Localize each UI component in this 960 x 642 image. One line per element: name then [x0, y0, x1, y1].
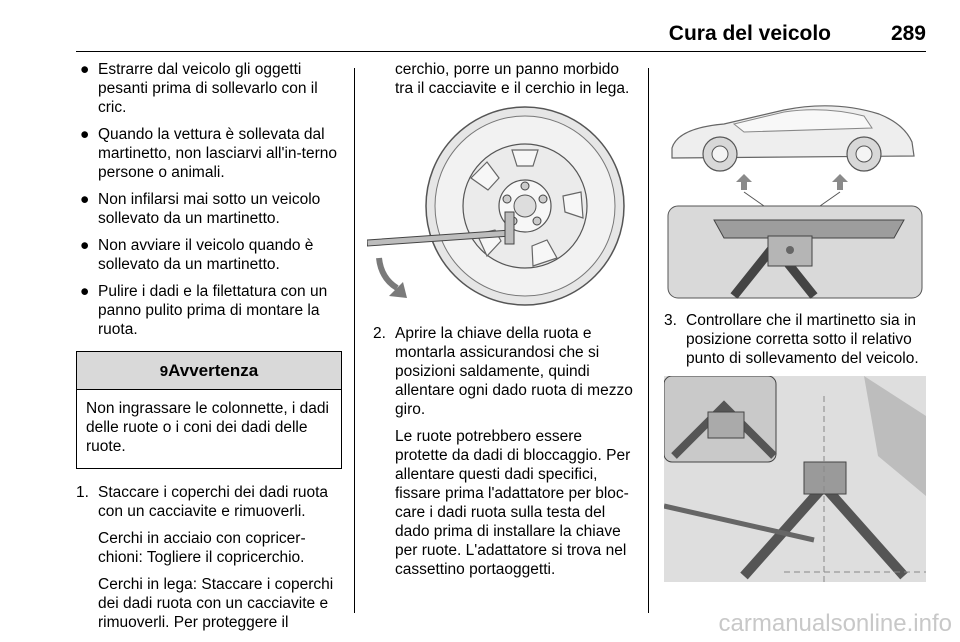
- step-2: 2. Aprire la chiave della ruota e montarla assicurandosi che si posizioni saldamente, quindi allentare ogni dado ruota di mezzo giro.: [373, 325, 633, 418]
- warning-text: Non ingrassare le colonnette, i dadi delle ruote o i coni dei dadi delle ruote.: [86, 400, 329, 455]
- step-2-paragraph: Le ruote potrebbero essere protette da dadi di bloccaggio. Per allentare questi dadi specifici, fissare prima l'adattatore per bloc-care i dadi ruota sulla testa del dado prima di installare la chiave per ruote. L'adattatore si trova nel cassettino portaoggetti.: [395, 428, 631, 578]
- column-divider-1: [354, 68, 355, 613]
- step-1-paragraph: Cerchi in lega: Staccare i coperchi dei dadi ruota con un cacciavite e rimuoverli. Per proteggere il: [98, 576, 334, 631]
- step-1-paragraph: Cerchi in acciaio con copricer-chioni: Togliere il copricerchio.: [98, 530, 306, 566]
- step-1-continued: cerchio, porre un panno morbido tra il cacciavite e il cerchio in lega.: [395, 61, 630, 97]
- step-number: 3.: [664, 312, 677, 329]
- warning-box: [76, 351, 342, 469]
- bullet-dot-icon: ●: [80, 61, 90, 78]
- step-3: 3. Controllare che il martinetto sia in posizione corretta sotto il relativo punto di sollevamento del veicolo.: [664, 312, 919, 367]
- step-number: 1.: [76, 484, 89, 501]
- watermark: carmanualsonline.info: [718, 610, 952, 637]
- warning-title: Avvertenza: [168, 361, 259, 380]
- step-1: 1. Staccare i coperchi dei dadi ruota con un cacciavite e rimuoverli.: [76, 484, 329, 520]
- warning-symbol-icon: 9: [159, 363, 169, 380]
- section-title: Cura del veicolo: [668, 22, 831, 45]
- warning-header: [77, 352, 341, 390]
- column-divider-2: [648, 68, 649, 613]
- bullet-dot-icon: ●: [80, 126, 90, 143]
- header-rule: [76, 51, 926, 52]
- bullet-dot-icon: ●: [80, 237, 90, 254]
- bullet-item: ● Estrarre dal veicolo gli oggetti pesanti prima di sollevarlo con il cric.: [80, 61, 318, 116]
- bullet-item: ● Non avviare il veicolo quando è sollevato da un martinetto.: [80, 237, 314, 273]
- bullet-item: ● Non infilarsi mai sotto un veicolo sollevato da un martinetto.: [80, 191, 321, 227]
- wheel-wrench-illustration: [367, 106, 629, 316]
- column-2: [373, 60, 635, 587]
- bullet-item: ● Quando la vettura è sollevata dal martinetto, non lasciarvi all'in-terno persone o animali.: [80, 126, 338, 181]
- bullet-dot-icon: ●: [80, 191, 90, 208]
- column-3: [664, 60, 926, 582]
- bullet-item: ● Pulire i dadi e la filettatura con un panno pulito prima di montare la ruota.: [80, 283, 328, 338]
- page-number: 289: [890, 22, 926, 45]
- car-jack-points-illustration: [664, 84, 926, 299]
- jack-position-illustration: [664, 376, 926, 582]
- step-number: 2.: [373, 325, 386, 342]
- page-header: [76, 22, 926, 52]
- column-1: [76, 60, 342, 640]
- bullet-dot-icon: ●: [80, 283, 90, 300]
